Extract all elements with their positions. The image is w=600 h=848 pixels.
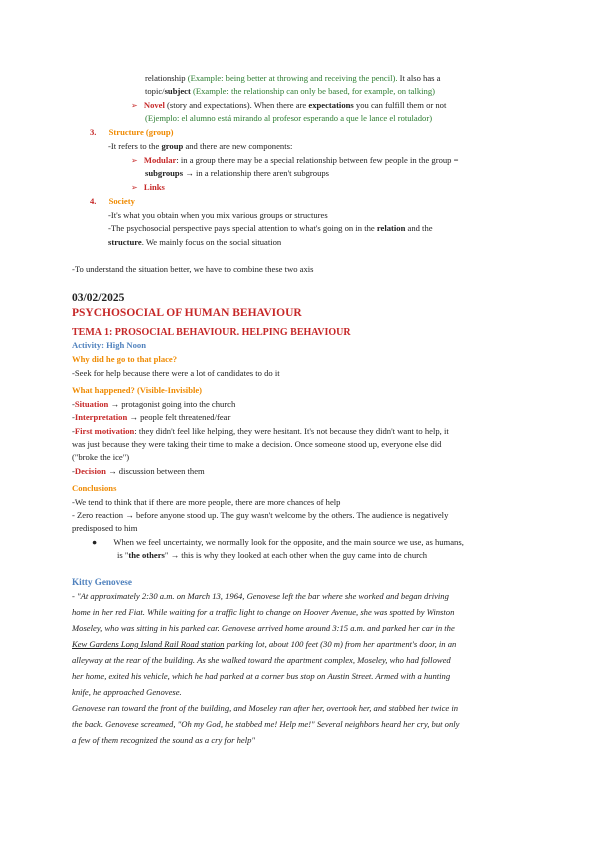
- text-span: When we feel uncertainty, we normally look for the opposite, and the main source we use, as humans,: [113, 537, 464, 547]
- text-line: [145, 168, 329, 179]
- text-line: was just because they were taking their time to make a decision. Once someone stood up, everyone else did: [72, 439, 442, 449]
- text-line: -Decision → discussion between them: [72, 466, 205, 476]
- bold-term: subject: [164, 86, 191, 96]
- bold-term: group: [161, 141, 184, 151]
- text-line: [108, 223, 433, 234]
- text-line: predisposed to him: [72, 523, 138, 533]
- example-line: (Ejemplo: el alumno está mirando al profesor esperando a que le lance el rotulador): [145, 113, 433, 123]
- heading-text: Society: [108, 196, 135, 206]
- text-span: and there are new components:: [185, 141, 293, 151]
- text-span: -It refers to the: [108, 141, 160, 151]
- term-label: Novel: [143, 100, 165, 110]
- heading-text: Structure (group): [108, 127, 174, 137]
- term-label: First motivation: [74, 426, 135, 436]
- tema-title: TEMA 1: PROSOCIAL BEHAVIOUR. HELPING BEHAVIOUR: [72, 327, 351, 338]
- example-text: (Example: the relationship can only be based, for example, on talking): [193, 86, 435, 96]
- text-span: you can fulfill them or not: [355, 100, 447, 110]
- text-line: -First motivation: they didn't feel like helping, they were hesitant. It's not because they didn't want to help, it: [72, 426, 449, 436]
- quote-line: Moseley, who was sitting in his parked car. Genovese arrived home around 3:15 a.m. and parked her car in the: [72, 623, 455, 633]
- text-line: -It's what you obtain when you mix various groups or structures: [108, 210, 328, 220]
- text-span: : they didn't feel like helping, they were hesitant. It's not because they didn't want to help, it: [134, 426, 449, 436]
- section-title: PSYCHOSOCIAL OF HUMAN BEHAVIOUR: [72, 307, 302, 319]
- quote-line: home in her red Fiat. While waiting for a traffic light to change on Hoover Avenue, she was spotted by Winston: [72, 607, 455, 617]
- arrow-bullet-icon: ➢: [131, 183, 138, 192]
- quote-line: her home, exited his vehicle, which he had parked at a corner bus stop on Austin Street. Armed with a hunting: [72, 671, 451, 681]
- conclusions-heading: Conclusions: [72, 483, 117, 493]
- activity-heading: Activity: High Noon: [72, 340, 146, 350]
- arrow-bullet-icon: ➢: [131, 101, 138, 110]
- text-span: . We mainly focus on the social situation: [141, 237, 282, 247]
- text-span: → protagonist going into the church: [110, 399, 236, 409]
- question-heading: Why did he go to that place?: [72, 354, 178, 364]
- kitty-heading: Kitty Genovese: [72, 577, 132, 587]
- term-label: Modular: [143, 155, 177, 165]
- bullet-dot-icon: ●: [92, 537, 98, 547]
- underlined-place: Kew Gardens Long Island Rail Road station: [72, 639, 225, 649]
- text-span: parking lot, about 100 feet (30 m) from her apartment's door, in an: [224, 639, 457, 649]
- bold-term: expectations: [308, 100, 354, 110]
- text-line: -To understand the situation better, we have to combine these two axis: [72, 264, 314, 274]
- text-span: relationship: [145, 73, 186, 83]
- bullet-line: [131, 182, 165, 193]
- numbered-heading: [90, 127, 173, 138]
- text-line: [145, 86, 435, 97]
- text-line: - Zero reaction → before anyone stood up. The guy wasn't welcome by the others. The audience is negatively: [72, 510, 449, 520]
- quote-line: the back. Genovese screamed, "Oh my God, he stabbed me! Help me!" Several neighbors heard her cry, but only: [72, 719, 460, 729]
- quote-line: Genovese ran toward the front of the building, and Moseley ran after her, overtook her, and stabbed her twice in: [72, 703, 459, 713]
- text-line: ("broke the ice"): [72, 452, 130, 462]
- term-label: Links: [143, 182, 165, 192]
- list-number: 4.: [90, 196, 97, 206]
- quote-line: knife, he approached Genovese.: [72, 687, 182, 697]
- text-span: and the: [407, 223, 433, 233]
- text-line: [117, 550, 427, 561]
- text-span: (story and expectations). When there are: [167, 100, 307, 110]
- quote-line: a few of them recognized the sound as a cry for help": [72, 735, 256, 745]
- text-span: : in a group there may be a special relationship between few people in the group =: [176, 155, 459, 165]
- text-span: → in a relationship there aren't subgroups: [185, 168, 330, 178]
- text-line: -We tend to think that if there are more people, there are more chances of help: [72, 497, 341, 507]
- numbered-heading: [90, 196, 135, 207]
- bold-term: relation: [376, 223, 406, 233]
- bullet-line: [92, 537, 464, 548]
- quote-line: - "At approximately 2:30 a.m. on March 13, 1964, Genovese left the bar where she worked and began driving: [72, 591, 449, 601]
- term-label: Interpretation: [74, 412, 128, 422]
- date-heading: 03/02/2025: [72, 292, 125, 304]
- text-line: [108, 237, 281, 248]
- text-span: topic/: [145, 86, 165, 96]
- term-label: Decision: [74, 466, 106, 476]
- text-span: → people felt threatened/fear: [129, 412, 231, 422]
- text-span: -The psychosocial perspective pays special attention to what's going on in the: [108, 223, 375, 233]
- text-line: -Situation → protagonist going into the church: [72, 399, 236, 409]
- bold-term: structure: [108, 237, 142, 247]
- bullet-line: [131, 100, 446, 111]
- quote-line: alleyway at the rear of the building. As she walked toward the apartment complex, Moseley, who had followed: [72, 655, 451, 665]
- text-span: " → this is why they looked at each other when the guy came into de church: [164, 550, 428, 560]
- quote-line: [72, 639, 456, 650]
- text-span: is ": [117, 550, 129, 560]
- text-line: -Seek for help because there were a lot of candidates to do it: [72, 368, 280, 378]
- text-span: → discussion between them: [108, 466, 205, 476]
- bold-term: subgroups: [145, 168, 184, 178]
- arrow-bullet-icon: ➢: [131, 156, 138, 165]
- text-line: [145, 73, 440, 84]
- term-label: Situation: [74, 399, 109, 409]
- question-heading: What happened? (Visible-Invisible): [72, 385, 203, 395]
- bold-term: the others: [128, 550, 165, 560]
- list-number: 3.: [90, 127, 97, 137]
- text-line: [108, 141, 292, 152]
- text-span: It also has a: [399, 73, 441, 83]
- bullet-line: [131, 155, 458, 166]
- example-text: (Example: being better at throwing and receiving the pencil).: [187, 73, 398, 83]
- text-line: -Interpretation → people felt threatened/fear: [72, 412, 231, 422]
